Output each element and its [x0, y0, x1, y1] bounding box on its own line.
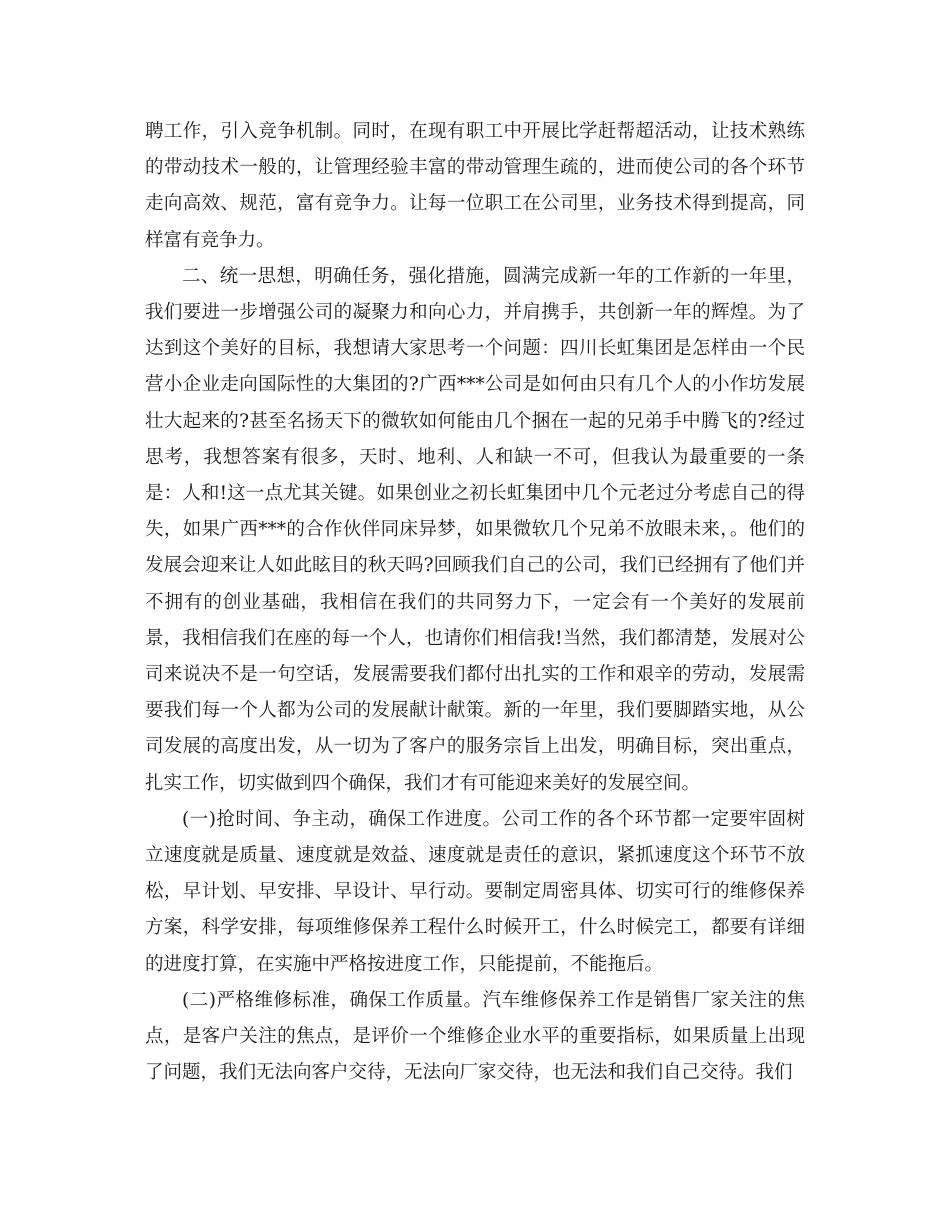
paragraph-3: (一)抢时间、争主动，确保工作进度。公司工作的各个环节都一定要牢固树立速度就是质量、速度就是效益、速度就是责任的意识，紧抓速度这个环节不放松，早计划、早安排、早设计、早行动。要制定周密具体、切实可行的维修保养方案，科学安排，每项维修保养工程什么时候开工，什么时候完工，都要有详细的进度打算，在实施中严格按进度工作，只能提前，不能拖后。	[145, 808, 805, 975]
document-body	[145, 114, 805, 1091]
paragraph-1: 聘工作，引入竞争机制。同时，在现有职工中开展比学赶帮超活动，让技术熟练的带动技术一般的，让管理经验丰富的带动管理生疏的，进而使公司的各个环节走向高效、规范，富有竞争力。让每一位职工在公司里，业务技术得到提高，同样富有竞争力。	[145, 121, 805, 251]
paragraph-2: 二、统一思想，明确任务，强化措施，圆满完成新一年的工作新的一年里，我们要进一步增强公司的凝聚力和向心力，并肩携手，共创新一年的辉煌。为了达到这个美好的目标，我想请大家思考一个问题：四川长虹集团是怎样由一个民营小企业走向国际性的大集团的?广西***公司是如何由只有几个人的小作坊发展壮大起来的?甚至名扬天下的微软如何能由几个捆在一起的兄弟手中腾飞的?经过思考，我想答案有很多，天时、地利、人和缺一不可，但我认为最重要的一条是：人和!这一点尤其关键。如果创业之初长虹集团中几个元老过分考虑自己的得失，如果广西***的合作伙伴同床异梦，如果微软几个兄弟不放眼未来，。他们的发展会迎来让人如此眩目的秋天吗?回顾我们自己的公司，我们已经拥有了他们并不拥有的创业基础，我相信在我们的共同努力下，一定会有一个美好的发展前景，我相信我们在座的每一个人，也请你们相信我!当然，我们都清楚，发展对公司来说决不是一句空话，发展需要我们都付出扎实的工作和艰辛的劳动，发展需要我们每一个人都为公司的发展献计献策。新的一年里，我们要脚踏实地，从公司发展的高度出发，从一切为了客户的服务宗旨上出发，明确目标，突出重点，扎实工作，切实做到四个确保，我们才有可能迎来美好的发展空间。	[145, 265, 806, 794]
paragraph-4: (二)严格维修标准，确保工作质量。汽车维修保养工作是销售厂家关注的焦点，是客户关注的焦点，是评价一个维修企业水平的重要指标，如果质量上出现了问题，我们无法向客户交待，无法向厂家交待，也无法和我们自己交待。我们	[145, 989, 805, 1084]
